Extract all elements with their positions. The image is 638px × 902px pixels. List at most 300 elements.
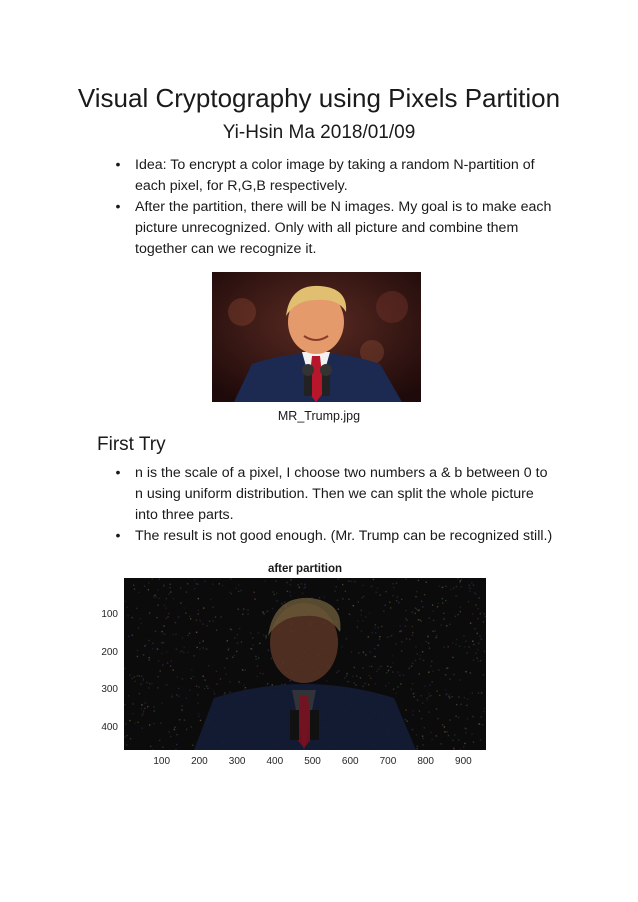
noise-pixel: [159, 579, 160, 580]
noise-pixel: [212, 607, 213, 608]
noise-pixel: [472, 716, 473, 717]
noise-pixel: [375, 683, 376, 684]
noise-pixel: [263, 634, 264, 635]
noise-pixel: [239, 681, 240, 682]
bullet-text: n is the scale of a pixel, I choose two numbers a & b between 0 to n using uniform distribution. Then we can split the whole picture into three parts.: [135, 465, 548, 523]
noise-pixel: [461, 579, 462, 580]
noise-pixel: [413, 693, 414, 694]
noise-pixel: [438, 603, 439, 604]
noise-pixel: [399, 674, 400, 675]
noise-pixel: [163, 585, 164, 586]
noise-pixel: [341, 646, 342, 647]
noise-pixel: [387, 666, 388, 667]
noise-pixel: [175, 622, 176, 623]
noise-pixel: [354, 581, 355, 582]
noise-pixel: [287, 591, 288, 592]
noise-pixel: [478, 643, 479, 644]
noise-pixel: [197, 702, 198, 703]
noise-pixel: [478, 723, 479, 724]
noise-pixel: [417, 699, 418, 700]
noise-pixel: [274, 594, 275, 595]
noise-pixel: [203, 647, 204, 648]
noise-pixel: [465, 728, 466, 729]
noise-pixel: [437, 606, 438, 607]
noise-pixel: [478, 597, 479, 598]
noise-pixel: [416, 609, 417, 610]
bullet-item: [0, 526, 553, 547]
noise-pixel: [395, 693, 396, 694]
noise-pixel: [199, 648, 200, 649]
noise-pixel: [213, 620, 214, 621]
section-heading: First Try: [97, 434, 166, 455]
bullet-item: [0, 155, 553, 197]
noise-pixel: [442, 602, 443, 603]
noise-pixel: [442, 598, 443, 599]
noise-pixel: [449, 719, 450, 720]
noise-pixel: [373, 579, 374, 580]
noise-pixel: [202, 623, 203, 624]
noise-pixel: [207, 688, 208, 689]
noise-pixel: [224, 692, 225, 693]
noise-pixel: [216, 684, 217, 685]
noise-pixel: [163, 642, 164, 643]
noise-pixel: [460, 611, 461, 612]
noise-pixel: [448, 696, 449, 697]
noise-pixel: [464, 743, 465, 744]
noise-pixel: [416, 591, 417, 592]
figure-caption: MR_Trump.jpg: [277, 409, 361, 423]
noise-pixel: [380, 594, 381, 595]
noise-pixel: [139, 675, 140, 676]
heatmap-plot-area: [124, 578, 486, 750]
noise-pixel: [230, 578, 231, 579]
noise-pixel: [346, 638, 347, 639]
noise-pixel: [161, 631, 162, 632]
noise-pixel: [187, 652, 188, 653]
noise-pixel: [472, 613, 473, 614]
noise-pixel: [206, 625, 207, 626]
noise-pixel: [342, 598, 343, 599]
noise-pixel: [334, 591, 335, 592]
noise-pixel: [173, 669, 174, 670]
noise-pixel: [141, 676, 142, 677]
noise-pixel: [361, 614, 362, 615]
bullet-icon: •: [115, 528, 121, 544]
noise-pixel: [143, 678, 144, 679]
noise-pixel: [479, 636, 480, 637]
noise-pixel: [128, 636, 129, 637]
noise-pixel: [443, 618, 444, 619]
noise-pixel: [374, 627, 375, 628]
noise-pixel: [477, 618, 478, 619]
noise-pixel: [362, 620, 363, 621]
noise-pixel: [362, 668, 363, 669]
noise-pixel: [260, 673, 261, 674]
noise-pixel: [416, 746, 417, 747]
noise-pixel: [436, 690, 437, 691]
noise-pixel: [371, 666, 372, 667]
trump-photo: [212, 272, 421, 402]
noise-pixel: [180, 602, 181, 603]
noise-pixel: [465, 641, 466, 642]
noise-pixel: [192, 745, 193, 746]
noise-pixel: [447, 731, 448, 732]
noise-pixel: [457, 578, 458, 579]
noise-pixel: [396, 583, 397, 584]
noise-pixel: [363, 596, 364, 597]
noise-pixel: [385, 685, 386, 686]
noise-pixel: [405, 709, 406, 710]
noise-pixel: [456, 639, 457, 640]
noise-pixel: [473, 644, 474, 645]
noise-pixel: [429, 648, 430, 649]
noise-pixel: [368, 684, 369, 685]
noise-pixel: [241, 641, 242, 642]
noise-pixel: [422, 606, 423, 607]
noise-pixel: [197, 584, 198, 585]
noise-pixel: [141, 623, 142, 624]
microphone-head: [302, 364, 314, 376]
noise-pixel: [397, 671, 398, 672]
noise-pixel: [234, 655, 235, 656]
noise-pixel: [432, 631, 433, 632]
noise-pixel: [253, 644, 254, 645]
noise-pixel: [242, 669, 243, 670]
noise-pixel: [389, 602, 390, 603]
noise-pixel: [483, 621, 484, 622]
noise-pixel: [170, 591, 171, 592]
noise-pixel: [369, 666, 370, 667]
noise-pixel: [226, 674, 227, 675]
noise-pixel: [412, 626, 413, 627]
noise-pixel: [403, 675, 404, 676]
noise-pixel: [397, 596, 398, 597]
noise-pixel: [378, 627, 379, 628]
noise-pixel: [151, 683, 152, 684]
noise-pixel: [365, 654, 366, 655]
noise-pixel: [149, 659, 150, 660]
noise-pixel: [257, 665, 258, 666]
noise-pixel: [160, 670, 161, 671]
noise-pixel: [184, 647, 185, 648]
noise-pixel: [247, 614, 248, 615]
noise-pixel: [159, 598, 160, 599]
y-tick-label: 300: [101, 684, 118, 696]
noise-pixel: [265, 612, 266, 613]
noise-pixel: [347, 681, 348, 682]
noise-pixel: [392, 662, 393, 663]
noise-pixel: [255, 656, 256, 657]
noise-pixel: [237, 634, 238, 635]
noise-pixel: [390, 667, 391, 668]
noise-pixel: [457, 614, 458, 615]
noise-pixel: [267, 683, 268, 684]
noise-pixel: [143, 710, 144, 711]
noise-pixel: [452, 740, 453, 741]
noise-pixel: [196, 632, 197, 633]
noise-pixel: [193, 655, 194, 656]
noise-pixel: [470, 623, 471, 624]
noise-pixel: [409, 639, 410, 640]
noise-pixel: [432, 604, 433, 605]
noise-pixel: [131, 678, 132, 679]
noise-pixel: [154, 723, 155, 724]
noise-pixel: [473, 742, 474, 743]
noise-pixel: [481, 692, 482, 693]
noise-pixel: [436, 735, 437, 736]
noise-pixel: [247, 609, 248, 610]
noise-pixel: [187, 635, 188, 636]
noise-pixel: [371, 586, 372, 587]
noise-pixel: [445, 689, 446, 690]
noise-pixel: [203, 607, 204, 608]
noise-pixel: [182, 710, 183, 711]
noise-pixel: [215, 616, 216, 617]
noise-pixel: [481, 716, 482, 717]
bullet-text: The result is not good enough. (Mr. Trump can be recognized still.): [135, 528, 553, 544]
noise-pixel: [412, 683, 413, 684]
noise-pixel: [286, 582, 287, 583]
noise-pixel: [472, 641, 473, 642]
noise-pixel: [168, 731, 169, 732]
noise-pixel: [229, 692, 230, 693]
noise-pixel: [456, 586, 457, 587]
noise-pixel: [476, 658, 477, 659]
noise-pixel: [198, 613, 199, 614]
noise-pixel: [186, 698, 187, 699]
noise-pixel: [262, 611, 263, 612]
noise-pixel: [284, 602, 285, 603]
noise-pixel: [326, 680, 327, 681]
noise-pixel: [417, 653, 418, 654]
noise-pixel: [243, 608, 244, 609]
noise-pixel: [454, 734, 455, 735]
noise-pixel: [433, 671, 434, 672]
noise-pixel: [482, 724, 483, 725]
noise-pixel: [209, 621, 210, 622]
noise-pixel: [227, 640, 228, 641]
noise-pixel: [474, 592, 475, 593]
noise-pixel: [271, 658, 272, 659]
noise-pixel: [251, 648, 252, 649]
bullet-item: [0, 197, 553, 260]
noise-pixel: [429, 685, 430, 686]
noise-pixel: [267, 610, 268, 611]
noise-pixel: [429, 618, 430, 619]
noise-pixel: [129, 720, 130, 721]
noise-pixel: [324, 596, 325, 597]
noise-pixel: [176, 676, 177, 677]
noise-pixel: [421, 718, 422, 719]
y-tick-label: 400: [101, 721, 118, 733]
noise-pixel: [158, 660, 159, 661]
noise-pixel: [405, 626, 406, 627]
noise-pixel: [418, 610, 419, 611]
x-tick-label: 800: [417, 756, 434, 767]
noise-pixel: [337, 600, 338, 601]
noise-pixel: [152, 749, 153, 750]
noise-pixel: [124, 668, 125, 669]
noise-pixel: [338, 670, 339, 671]
crowd-blur: [376, 291, 408, 323]
noise-pixel: [475, 653, 476, 654]
noise-pixel: [173, 598, 174, 599]
noise-pixel: [149, 657, 150, 658]
noise-pixel: [426, 700, 427, 701]
noise-pixel: [206, 648, 207, 649]
noise-pixel: [245, 687, 246, 688]
noise-pixel: [258, 632, 259, 633]
noise-pixel: [469, 591, 470, 592]
chart-title: after partition: [267, 563, 343, 575]
bullet-item: [0, 463, 553, 526]
noise-pixel: [338, 609, 339, 610]
x-tick-label: 200: [191, 756, 208, 767]
noise-pixel: [186, 729, 187, 730]
noise-pixel: [178, 688, 179, 689]
noise-pixel: [427, 636, 428, 637]
noise-pixel: [407, 721, 408, 722]
noise-pixel: [411, 665, 412, 666]
noise-pixel: [263, 614, 264, 615]
noise-pixel: [383, 611, 384, 612]
noise-pixel: [473, 585, 474, 586]
noise-pixel: [436, 635, 437, 636]
noise-pixel: [148, 640, 149, 641]
noise-pixel: [169, 587, 170, 588]
noise-pixel: [413, 710, 414, 711]
noise-pixel: [437, 718, 438, 719]
noise-pixel: [377, 587, 378, 588]
noise-pixel: [369, 675, 370, 676]
noise-pixel: [480, 613, 481, 614]
noise-pixel: [460, 679, 461, 680]
noise-pixel: [254, 592, 255, 593]
noise-pixel: [374, 648, 375, 649]
noise-pixel: [342, 584, 343, 585]
noise-pixel: [125, 723, 126, 724]
noise-pixel: [424, 594, 425, 595]
noise-pixel: [181, 650, 182, 651]
noise-pixel: [138, 627, 139, 628]
noise-pixel: [204, 581, 205, 582]
noise-pixel: [467, 698, 468, 699]
noise-pixel: [388, 670, 389, 671]
noise-pixel: [448, 646, 449, 647]
noise-pixel: [146, 682, 147, 683]
noise-pixel: [453, 748, 454, 749]
noise-pixel: [421, 621, 422, 622]
noise-pixel: [416, 734, 417, 735]
noise-pixel: [131, 617, 132, 618]
noise-pixel: [445, 694, 446, 695]
noise-pixel: [254, 598, 255, 599]
noise-pixel: [265, 638, 266, 639]
noise-pixel: [417, 748, 418, 749]
noise-pixel: [214, 693, 215, 694]
noise-pixel: [198, 686, 199, 687]
noise-pixel: [455, 644, 456, 645]
noise-pixel: [440, 625, 441, 626]
noise-pixel: [445, 586, 446, 587]
noise-pixel: [406, 619, 407, 620]
noise-pixel: [401, 599, 402, 600]
noise-pixel: [444, 726, 445, 727]
noise-pixel: [353, 605, 354, 606]
noise-pixel: [155, 595, 156, 596]
noise-pixel: [256, 658, 257, 659]
noise-pixel: [144, 586, 145, 587]
noise-pixel: [357, 626, 358, 627]
noise-pixel: [432, 681, 433, 682]
noise-pixel: [380, 666, 381, 667]
section-bullet-list: [0, 463, 553, 547]
noise-pixel: [175, 749, 176, 750]
noise-pixel: [157, 589, 158, 590]
noise-pixel: [362, 585, 363, 586]
noise-pixel: [302, 593, 303, 594]
noise-pixel: [455, 716, 456, 717]
noise-pixel: [155, 597, 156, 598]
noise-pixel: [178, 616, 179, 617]
noise-pixel: [457, 595, 458, 596]
noise-pixel: [168, 613, 169, 614]
noise-pixel: [145, 645, 146, 646]
noise-pixel: [187, 583, 188, 584]
noise-pixel: [376, 592, 377, 593]
noise-pixel: [290, 680, 291, 681]
noise-pixel: [445, 674, 446, 675]
noise-pixel: [170, 584, 171, 585]
noise-pixel: [157, 648, 158, 649]
noise-pixel: [443, 647, 444, 648]
noise-pixel: [430, 732, 431, 733]
noise-pixel: [152, 643, 153, 644]
noise-pixel: [242, 614, 243, 615]
noise-pixel: [220, 678, 221, 679]
noise-pixel: [134, 723, 135, 724]
noise-pixel: [422, 738, 423, 739]
microphone-head: [320, 364, 332, 376]
noise-pixel: [137, 675, 138, 676]
noise-pixel: [396, 600, 397, 601]
noise-pixel: [484, 708, 485, 709]
noise-pixel: [336, 586, 337, 587]
noise-pixel: [182, 678, 183, 679]
noise-pixel: [467, 718, 468, 719]
noise-pixel: [133, 585, 134, 586]
noise-pixel: [412, 663, 413, 664]
noise-pixel: [483, 711, 484, 712]
noise-pixel: [193, 676, 194, 677]
noise-pixel: [370, 652, 371, 653]
noise-pixel: [385, 605, 386, 606]
noise-pixel: [363, 651, 364, 652]
noise-pixel: [139, 693, 140, 694]
noise-pixel: [298, 584, 299, 585]
noise-pixel: [463, 635, 464, 636]
noise-pixel: [378, 668, 379, 669]
noise-pixel: [127, 615, 128, 616]
noise-pixel: [390, 607, 391, 608]
noise-pixel: [240, 590, 241, 591]
noise-pixel: [222, 585, 223, 586]
noise-pixel: [257, 676, 258, 677]
noise-pixel: [401, 650, 402, 651]
noise-pixel: [444, 731, 445, 732]
noise-pixel: [422, 744, 423, 745]
x-tick-label: 300: [228, 756, 246, 767]
